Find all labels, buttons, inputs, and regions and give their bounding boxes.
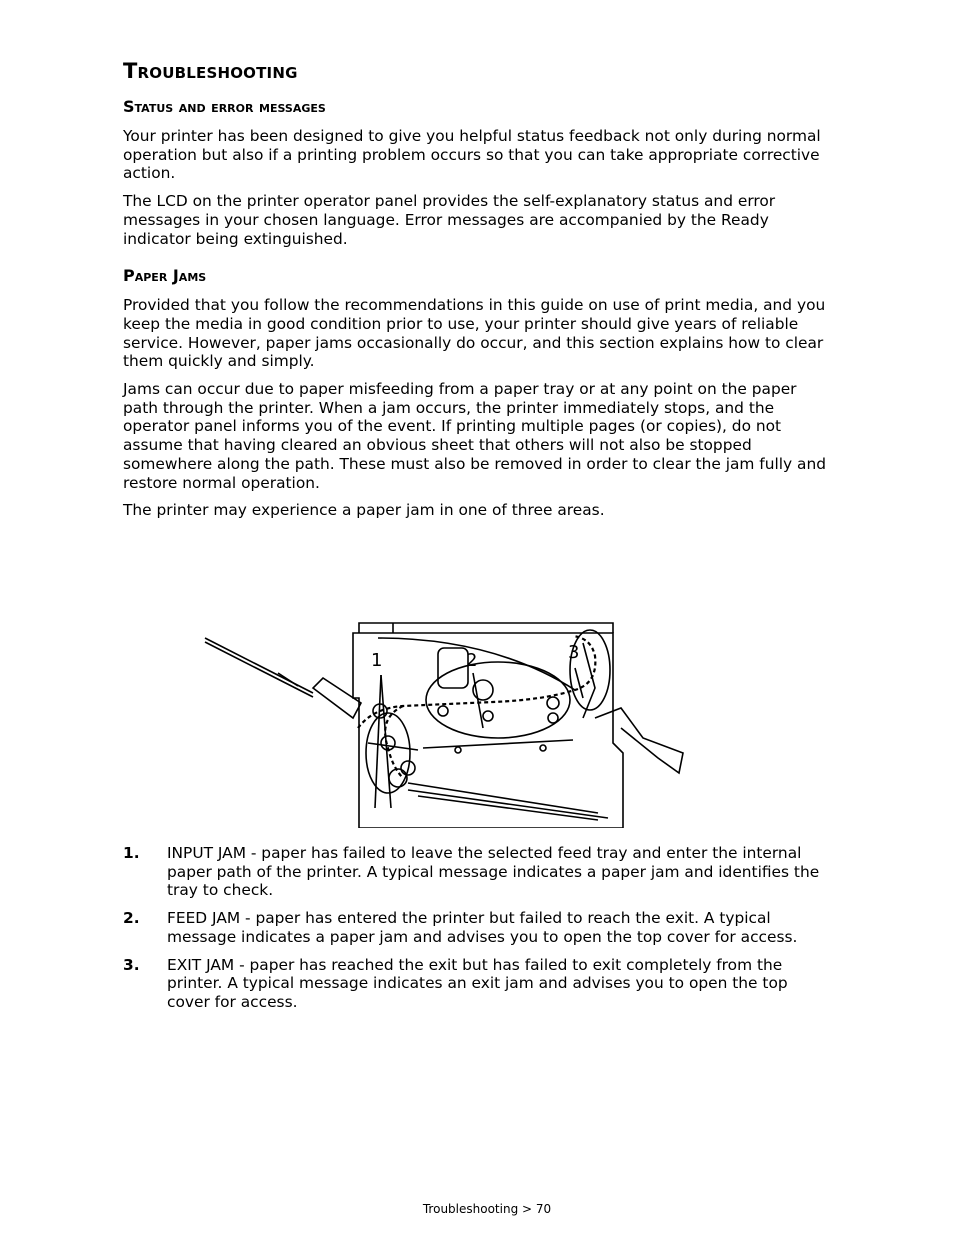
callout-1-label: 1: [371, 650, 383, 671]
paragraph: Provided that you follow the recommendations in this guide on use of print media, and you keep the media in good condition prior to use, your printer should give years of reliable service. However, paper jams occasionally do occur, and this section explains how to clear them quickly and simply.: [123, 296, 826, 371]
callout-3-leader: [575, 668, 583, 698]
callout-2-label: 2: [466, 650, 478, 671]
exit-tray: [595, 708, 683, 773]
paragraph: Your printer has been designed to give you helpful status feedback not only during normal operation but also if a printing problem occurs so that you can take appropriate corrective action.: [123, 127, 821, 183]
footer-text: Troubleshooting > 70: [422, 1202, 552, 1216]
page-footer: [0, 1202, 954, 1216]
list-item-number: 3.: [123, 955, 140, 974]
list-item: [123, 844, 831, 900]
printer-jam-diagram: [203, 578, 703, 828]
list-item-text: FEED JAM - paper has entered the printer but failed to reach the exit. A typical message indicates a paper jam and advises you to open the top cover for access.: [167, 909, 798, 946]
list-item: [123, 909, 831, 946]
printer-diagram-svg: [203, 578, 703, 828]
jam-types-list: [123, 844, 831, 1021]
page-title: Troubleshooting: [123, 59, 298, 83]
list-item-number: 1.: [123, 844, 140, 862]
paragraph: The printer may experience a paper jam in one of three areas.: [123, 501, 605, 520]
section-heading-status: Status and error messages: [123, 97, 326, 116]
page-content: [123, 58, 833, 1011]
callout-3-label: 3: [568, 642, 580, 663]
section-heading-paper-jams: Paper Jams: [123, 266, 207, 286]
list-item-number: 2.: [123, 909, 140, 928]
callout-1-leader: [381, 675, 391, 808]
list-item-text: EXIT JAM - paper has reached the exit but has failed to exit completely from the printer. A typical message indicates an exit jam and advises you to open the top cover for access.: [167, 955, 788, 1011]
paragraph: The LCD on the printer operator panel provides the self-explanatory status and error messages in your chosen language. Error messages are accompanied by the Ready indicator being extinguished.: [123, 192, 776, 248]
paragraph: Jams can occur due to paper misfeeding from a paper tray or at any point on the paper path through the printer. When a jam occurs, the printer immediately stops, and the operator panel informs you of the event. If printing multiple pages (or copies), do not assume that having cleared an obvious sheet that others will not also be stopped somewhere along the path. These must also be removed in order to clear the jam fully and restore normal operation.: [123, 380, 826, 492]
list-item-text: INPUT JAM - paper has failed to leave the selected feed tray and enter the internal paper path of the printer. A typical message indicates a paper jam and identifies the tray to check.: [167, 844, 820, 900]
jam-area-1-ellipse: [366, 713, 410, 793]
list-item: [123, 956, 831, 1012]
